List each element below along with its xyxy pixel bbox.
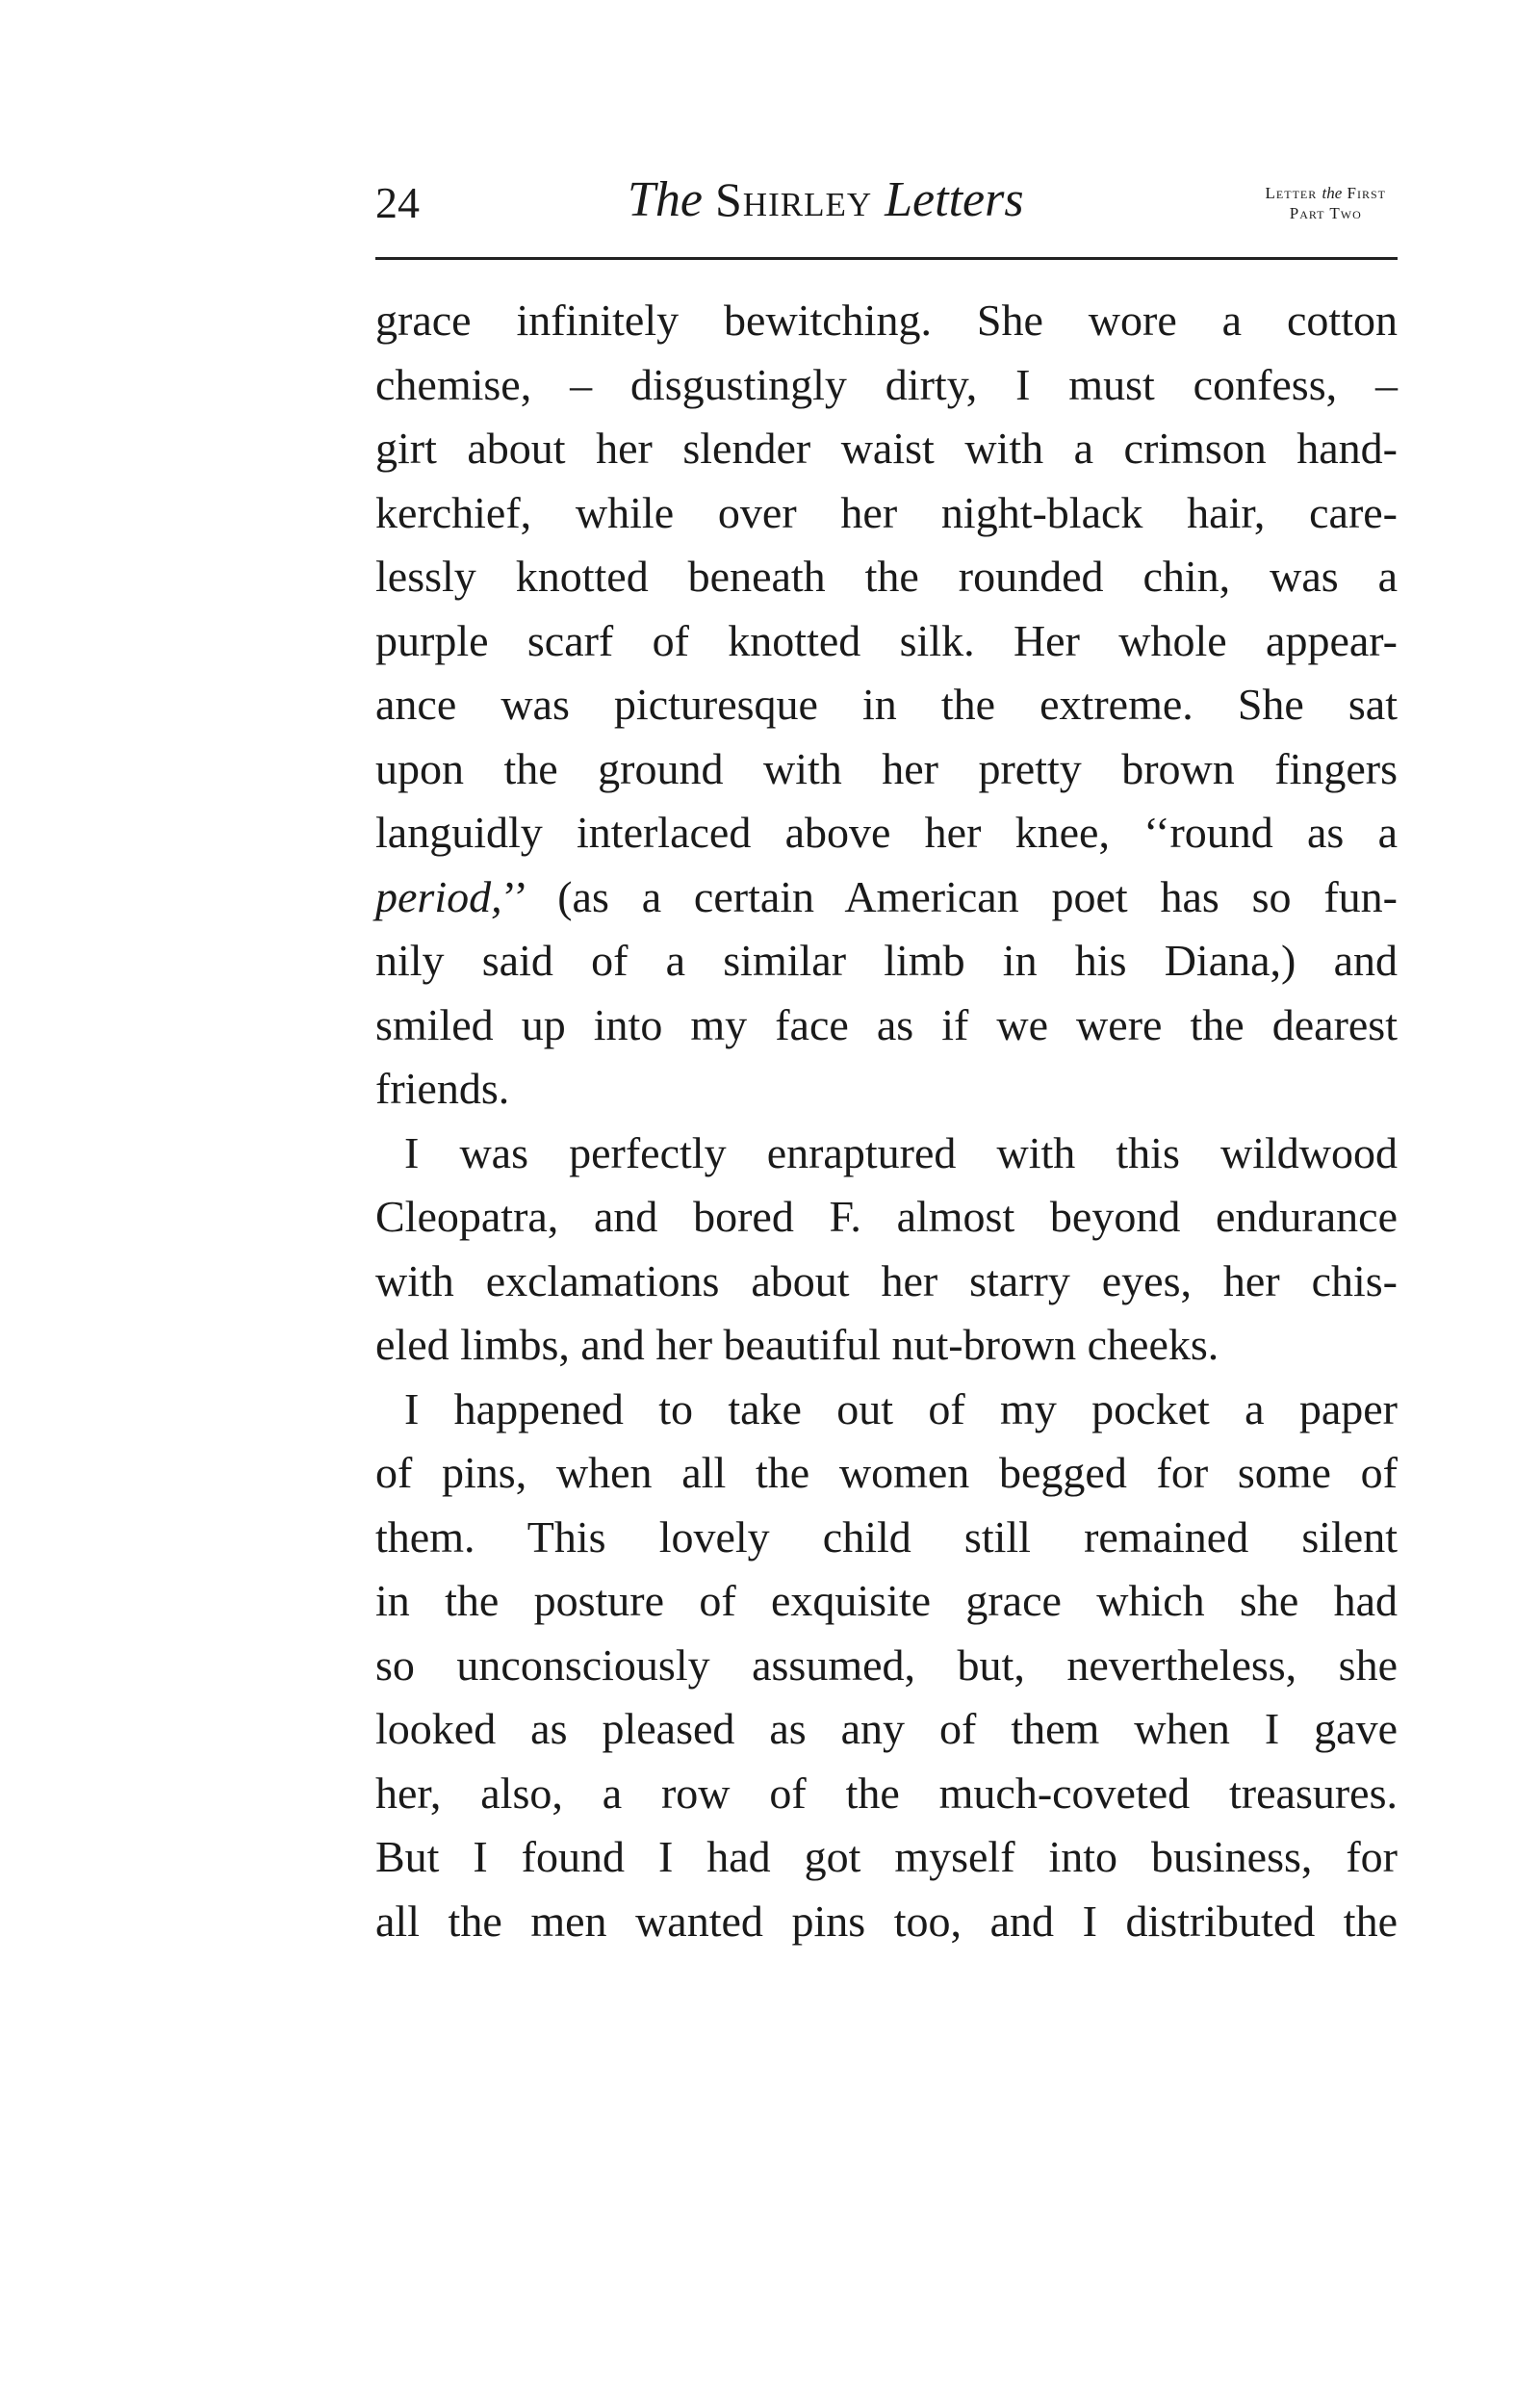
section-label-the: the: [1322, 184, 1343, 202]
paragraph-1: [375, 289, 1398, 1122]
book-page: [375, 164, 1398, 1946]
book-title-letters: Letters: [885, 172, 1024, 227]
text-line: upon the ground with her pretty brown fingers: [375, 743, 1398, 793]
paragraph-2: [375, 1122, 1398, 1378]
header-rule: [375, 257, 1398, 260]
text-line: I was perfectly enraptured with this wildwood: [404, 1127, 1398, 1177]
section-label: [1266, 183, 1386, 223]
italic-word: period,: [375, 871, 502, 921]
text-line: in the posture of exquisite grace which she had: [375, 1576, 1398, 1625]
section-label-letter: Letter: [1265, 184, 1318, 202]
text-line: her, also, a row of the much-coveted treasures.: [375, 1768, 1398, 1818]
text-line: eled limbs, and her beautiful nut-brown cheeks.: [375, 1320, 1219, 1369]
text-line: girt about her slender waist with a crimson hand-: [375, 424, 1398, 473]
text-line: kerchief, while over her night-black hair, care-: [375, 487, 1398, 537]
text-line: ance was picturesque in the extreme. She sat: [375, 680, 1398, 729]
section-label-line2: Part Two: [1289, 204, 1362, 222]
text-line: friends.: [375, 1064, 510, 1113]
body-text: [375, 289, 1398, 1953]
text-line: But I found I had got myself into business, for: [375, 1832, 1398, 1881]
text-line: Cleopatra, and bored F. almost beyond endurance: [375, 1192, 1398, 1241]
paragraph-3: [375, 1378, 1398, 1954]
text-line: looked as pleased as any of them when I gave: [375, 1704, 1398, 1753]
text-line: them. This lovely child still remained silent: [375, 1511, 1398, 1562]
text-line: period,’’ (as a certain American poet has so fun-: [375, 871, 1398, 921]
page-number: 24: [375, 178, 420, 227]
book-title-shirley: Shirley: [715, 172, 873, 226]
text-line: lessly knotted beneath the rounded chin, was a: [375, 552, 1398, 601]
section-label-line1: [1266, 184, 1386, 202]
text-line: all the men wanted pins too, and I distributed the: [375, 1896, 1398, 1946]
text-line: of pins, when all the women begged for some of: [375, 1448, 1398, 1497]
text-line: so unconsciously assumed, but, nevertheless, she: [375, 1639, 1398, 1690]
text-line: nily said of a similar limb in his Diana,) and: [375, 936, 1398, 985]
text-line: languidly interlaced above her knee, ‘‘round as a: [375, 808, 1398, 857]
text-line: chemise, – disgustingly dirty, I must confess, –: [375, 359, 1398, 409]
text-line: smiled up into my face as if we were the dearest: [375, 999, 1398, 1049]
text-line: grace infinitely bewitching. She wore a cotton: [375, 296, 1398, 345]
text-line: I happened to take out of my pocket a paper: [404, 1383, 1398, 1433]
running-head: [375, 164, 1398, 241]
text-line: purple scarf of knotted silk. Her whole appear-: [375, 615, 1398, 665]
section-label-first: First: [1347, 184, 1386, 202]
book-title-the: The: [628, 172, 703, 227]
text-line: with exclamations about her starry eyes, her chis-: [375, 1255, 1398, 1305]
book-title: [628, 171, 1024, 228]
